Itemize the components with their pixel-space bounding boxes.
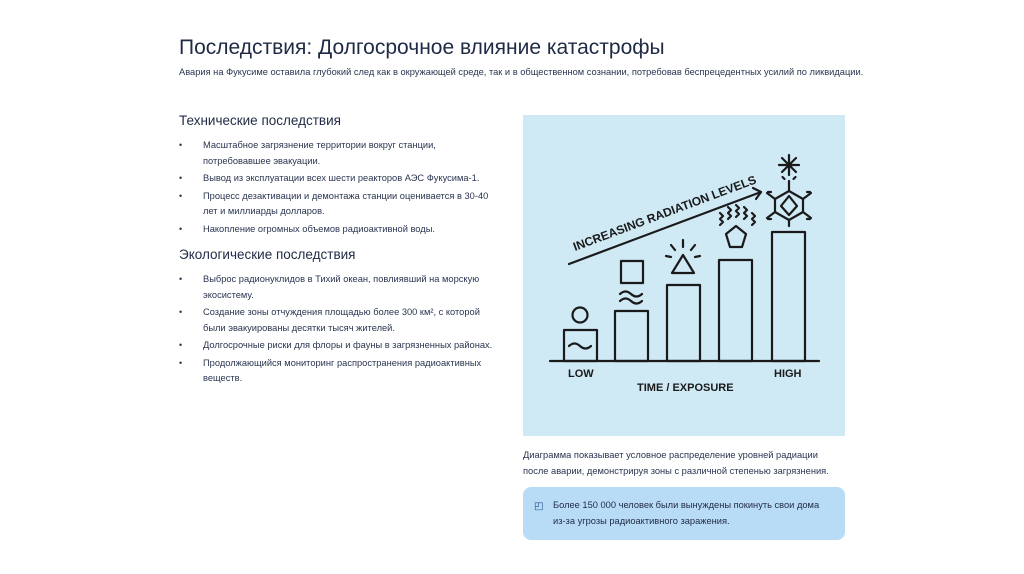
comment-icon: ◰ (534, 501, 544, 512)
list-item-text: Масштабное загрязнение территории вокруг станции, потребовавшее эвакуации. (203, 140, 436, 166)
list-item (179, 171, 503, 187)
list-item-text: Долгосрочные риски для флоры и фауны в загрязненных районах. (203, 340, 493, 350)
left-column (179, 113, 509, 397)
ecological-heading: Экологические последствия (179, 247, 356, 262)
info-note (523, 487, 845, 540)
wave-icon (569, 344, 591, 349)
zigzag-icon (720, 205, 755, 225)
bullet-icon: • (179, 223, 183, 234)
bullet-icon: • (179, 173, 183, 183)
radiation-illustration (523, 115, 845, 436)
list-item (179, 138, 503, 169)
bullet-icon: • (179, 357, 183, 368)
inner-diamond-icon (781, 196, 797, 215)
note-text: Более 150 000 человек были вынуждены покинуть свои дома из-за угрозы радиоактивного заражения. (553, 500, 820, 526)
high-label: HIGH (774, 368, 802, 380)
ecological-list (179, 272, 509, 387)
level-bar (719, 260, 752, 361)
level-bar (772, 232, 805, 361)
list-item (179, 189, 503, 220)
bullet-icon: • (179, 140, 183, 150)
page-subtitle: Авария на Фукусиме оставила глубокий след как в окружающей среде, так и в общественном сознании, потребовав беспрецедентных усилий по ликвидации. (179, 67, 864, 77)
technical-list (179, 138, 509, 237)
technical-heading: Технические последствия (179, 113, 341, 128)
triangle-icon (672, 255, 694, 273)
list-item-text: Вывод из эксплуатации всех шести реакторов АЭС Фукусима-1. (203, 173, 480, 183)
list-item (179, 272, 503, 303)
arrows-icon (767, 181, 811, 226)
list-item (179, 222, 503, 238)
list-item (179, 356, 503, 387)
square-icon (621, 261, 643, 283)
bullet-icon: • (179, 340, 183, 350)
bullet-icon: • (179, 307, 183, 317)
list-item (179, 305, 503, 336)
list-item-text: Процесс дезактивации и демонтажа станции оценивается в 30-40 лет и миллиарды долларов. (203, 190, 489, 216)
page-title: Последствия: Долгосрочное влияние катастрофы (179, 36, 665, 60)
wave-icon (620, 299, 642, 304)
arrow-label: INCREASING RADIATION LEVELS (571, 172, 759, 254)
list-item-text: Продолжающийся мониторинг распространения радиоактивных веществ. (203, 357, 482, 383)
circle-icon (573, 308, 588, 323)
illustration-caption: Диаграмма показывает условное распределение уровней радиации после аварии, демонстрируя зоны с различной степенью загрязнения. (523, 450, 829, 476)
axis-label: TIME / EXPOSURE (637, 382, 734, 394)
list-item-text: Создание зоны отчуждения площадью более 300 км², с которой были эвакуированы десятки тысяч жителей. (203, 307, 480, 333)
list-item-text: Накопление огромных объемов радиоактивной воды. (203, 223, 435, 234)
list-item (179, 338, 503, 354)
list-item-text: Выброс радионуклидов в Тихий океан, повлиявший на морскую экосистему. (203, 274, 480, 300)
pentagon-icon (726, 226, 746, 247)
wave-icon (620, 292, 642, 297)
level-bar (667, 285, 700, 361)
level-bar (615, 311, 648, 361)
bullet-icon: • (179, 190, 183, 201)
bullet-icon: • (179, 274, 183, 284)
low-label: LOW (568, 368, 594, 380)
star-icon (779, 155, 799, 175)
radiation-illustration-svg (523, 115, 845, 436)
